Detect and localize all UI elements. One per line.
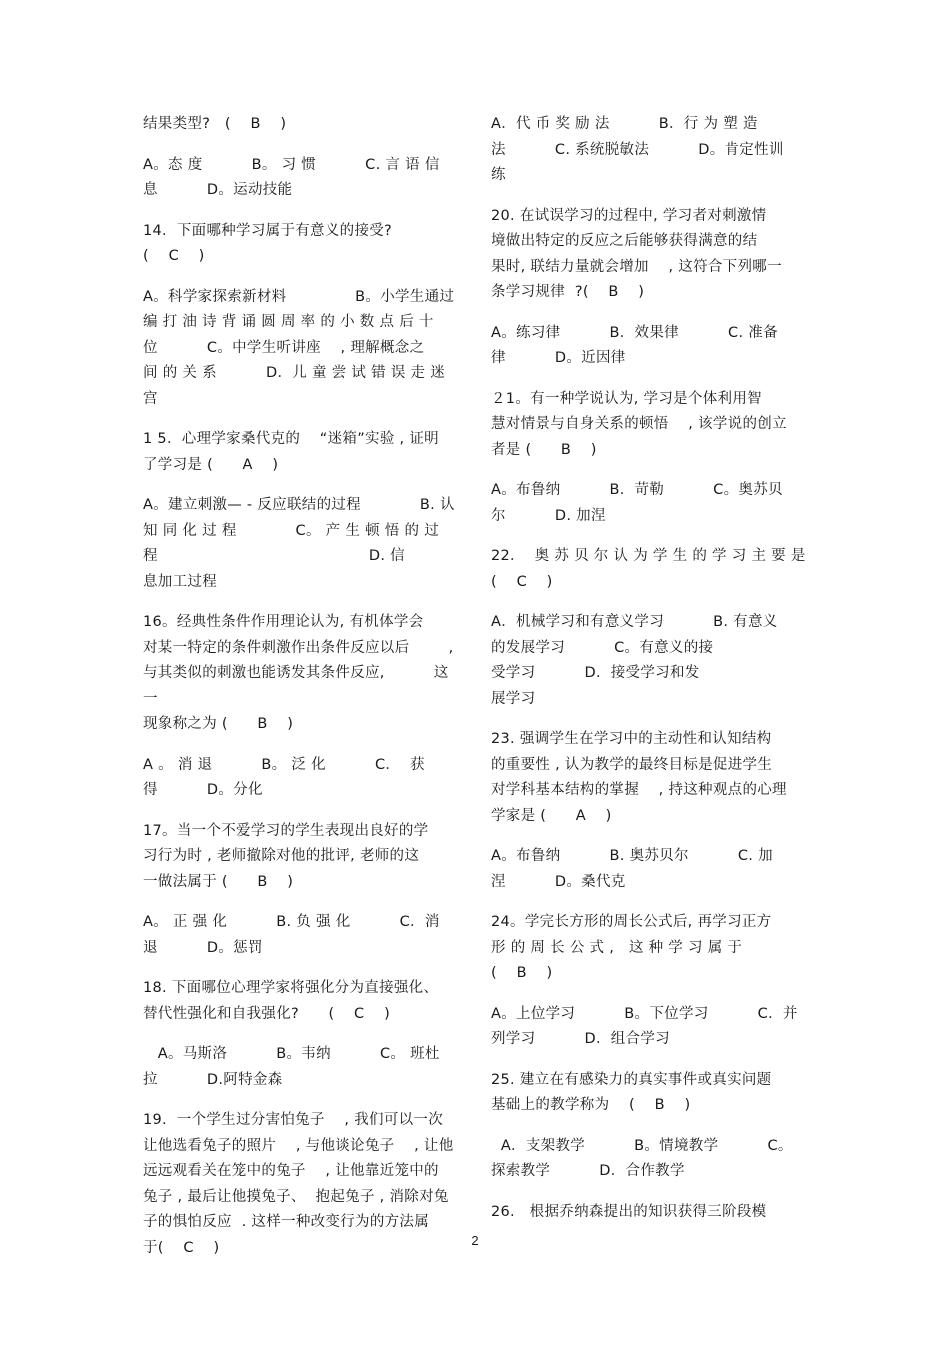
text-line: 位 C。中学生听讲座 , 理解概念之 [143,339,425,356]
left-column [143,112,461,1276]
text-line: 编 打 油 诗 背 诵 圆 周 率 的 小 数 点 后 十 [143,314,434,330]
text-line: 18. 下面哪位心理学家将强化分为直接强化、 [143,980,439,996]
text-line: 得 D。分化 [143,782,263,798]
text-line: A。布鲁纳 B. 苛勒 C。奥苏贝 [491,482,783,498]
text-line: 基础上的教学称为 ( B ) [491,1097,691,1113]
text-line: A。马斯洛 B。韦纳 C。 班杜 [143,1046,440,1062]
right-column [491,112,809,1240]
text-line: 了学习是 ( A ) [143,456,279,473]
text-line: 息 D。运动技能 [143,182,293,198]
question-paragraph [143,427,461,478]
question-paragraph [491,610,809,712]
question-paragraph [143,976,461,1027]
text-line: 的发展学习 C。有意义的接 [491,639,714,656]
text-line: 22． 奥 苏 贝 尔 认 为 学 生 的 学 习 主 要 是 [491,548,806,564]
text-line: 20. 在试误学习的过程中, 学习者对刺激情 [491,207,767,224]
text-line: 境做出特定的反应之后能够获得满意的结 [491,233,758,249]
text-line: 一做法属于 ( B ) [143,873,294,890]
text-line: 程 D. 信 [143,548,405,564]
question-paragraph [143,112,461,138]
text-line: 宫 [143,390,158,407]
question-paragraph [143,610,461,738]
text-line: 律 D。近因律 [491,350,626,366]
question-paragraph [143,153,461,204]
text-line: 兔子 , 最后让他摸兔子、 抱起兔子 , 消除对兔 [143,1188,449,1205]
text-line: 14．下面哪种学习属于有意义的接受? [143,222,393,239]
text-line: 形 的 周 长 公 式 , 这 种 学 习 属 于 [491,939,743,956]
text-line: A。上位学习 B。下位学习 C．并 [491,1005,798,1022]
text-line: 法 C. 系统脱敏法 D。肯定性训 [491,141,784,158]
text-line: A。建立刺激— - 反应联结的过程 B. 认 [143,497,455,513]
text-line: A 。 消 退 B。 泛 化 C． 获 [143,756,425,773]
text-line: ２1。有一种学说认为, 学习是个体利用智 [491,390,762,407]
question-paragraph [491,204,809,306]
question-paragraph [491,844,809,895]
question-paragraph [491,1200,809,1226]
text-line: 的重要性 , 认为教学的最终目标是促进学生 [491,756,773,773]
text-line: 于( C ) [143,1239,220,1256]
text-line: 子的惧怕反应 . 这样一种改变行为的方法属 [143,1214,430,1230]
question-paragraph [143,910,461,961]
text-line: 替代性强化和自我强化? ( C ) [143,1005,391,1022]
text-line: 26. 根据乔纳森提出的知识获得三阶段模 [491,1203,767,1220]
text-line: 24。学完长方形的周长公式后, 再学习正方 [491,914,772,930]
question-paragraph [143,753,461,804]
question-paragraph [143,819,461,896]
question-paragraph [491,727,809,829]
question-paragraph [491,321,809,372]
text-line: 对学科基本结构的掌握 , 持这种观点的心理 [491,782,787,798]
text-line: ( B ) [491,965,553,981]
text-line: 探索教学 D．合作教学 [491,1163,685,1179]
question-paragraph [143,285,461,413]
text-line: A．代 币 奖 励 法 B．行 为 塑 造 [491,116,758,132]
text-line: 现象称之为 ( B ) [143,716,294,732]
text-line: 展学习 [491,690,536,707]
text-line: A。科学家探索新材料 B。小学生通过 [143,288,455,305]
text-line: 习行为时 , 老师撤除对他的批评, 老师的这 [143,848,420,864]
page-number: 2 [471,1233,479,1248]
question-paragraph [491,112,809,189]
text-line: 23. 强调学生在学习中的主动性和认知结构 [491,731,772,747]
question-paragraph [143,1042,461,1093]
text-line: ( C ) [143,248,205,264]
text-line: 19. 一个学生过分害怕兔子 , 我们可以一次 [143,1112,444,1128]
text-line: 条学习规律 ?( B ) [491,284,645,300]
text-line: 知 同 化 过 程 C。 产 生 顿 悟 的 过 [143,522,440,539]
text-line: 涅 D。桑代克 [491,873,626,890]
text-line: 16。经典性条件作用理论认为, 有机体学会 [143,614,424,630]
text-line: 1 5．心理学家桑代克的 “迷箱”实验 , 证明 [143,431,439,447]
text-line: 结果类型? ( B ) [143,116,287,132]
text-line: 列学习 D．组合学习 [491,1031,670,1047]
text-line: 果时, 联结力量就会增加 , 这符合下列哪一 [491,258,782,275]
text-line: A。练习律 B．效果律 C. 准备 [491,324,778,341]
text-line: A。布鲁纳 B. 奥苏贝尔 C. 加 [491,848,773,864]
text-line: 息加工过程 [143,573,217,590]
text-line: ( C ) [491,573,553,590]
question-paragraph [143,219,461,270]
question-paragraph [491,544,809,595]
text-line: 拉 D.阿特金森 [143,1071,283,1088]
text-line: 者是 ( B ) [491,441,597,458]
question-paragraph [491,1134,809,1185]
text-line: 退 D。惩罚 [143,939,263,956]
text-line: 慧对情景与自身关系的顿悟 , 该学说的创立 [491,416,787,432]
text-line: 受学习 D．接受学习和发 [491,665,700,681]
text-line: 让他选看兔子的照片 , 与他谈论兔子 , 让他 [143,1137,454,1154]
question-paragraph [491,478,809,529]
text-line: 远远观看关在笼中的兔子 , 让他靠近笼中的 [143,1163,439,1179]
text-line: 学家是 ( A ) [491,807,612,824]
text-line: 间 的 关 系 D．儿 童 尝 试 错 误 走 迷 [143,365,446,381]
text-line: 尔 D. 加涅 [491,507,606,524]
text-line: 25. 建立在有感染力的真实事件或真实问题 [491,1071,772,1088]
question-paragraph [491,910,809,987]
text-line: A．支架教学 B。情境教学 C。 [491,1137,793,1154]
text-line: 对某一特定的条件刺激作出条件反应以后 , [143,639,454,656]
text-line: A。态 度 B。 习 惯 C. 言 语 信 [143,156,440,173]
text-line: A。 正 强 化 B. 负 强 化 C．消 [143,914,440,930]
question-paragraph [491,387,809,464]
question-paragraph [491,1068,809,1119]
question-paragraph [143,493,461,595]
text-line: 17。当一个不爱学习的学生表现出良好的学 [143,822,429,839]
text-line: A．机械学习和有意义学习 B. 有意义 [491,614,778,630]
text-line: 练 [491,167,506,183]
question-paragraph [491,1002,809,1053]
text-line: 与其类似的刺激也能诱发其条件反应, 这一 [143,665,449,707]
